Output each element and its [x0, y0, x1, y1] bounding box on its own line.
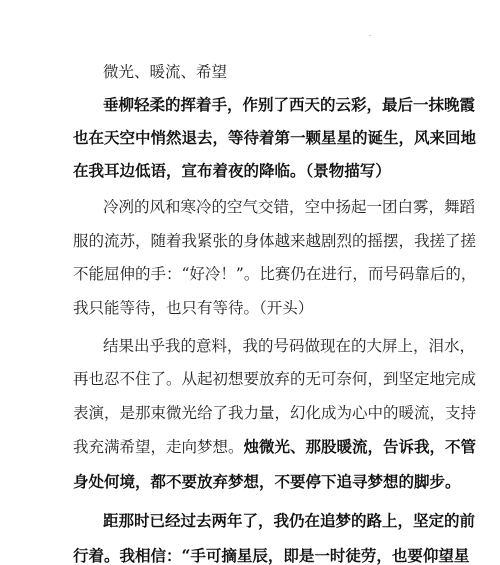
text-span: 身处何境，都不要放弃梦想，不要停下追寻梦想的脚步。: [73, 472, 461, 491]
text-span: 我只能等待，也只有等待。（开头）: [73, 299, 314, 317]
text-span: 距那时已经过去两年了，我仍在追梦的路上，坚定的前: [103, 511, 476, 530]
paragraph-3-line-1: [0, 336, 500, 356]
text-span: 结果出乎我的意料，我的号码做现在的大屏上，泪水，: [103, 337, 476, 355]
text-span: 服的流苏，随着我紧张的身体越来越剧烈的摇摆，我搓了搓: [73, 232, 477, 250]
paragraph-3-line-3: [0, 403, 500, 423]
paragraph-2-line-1: [0, 197, 500, 217]
paragraph-3-line-2: [0, 369, 500, 389]
text-span: 垂柳轻柔的挥着手，作别了西天的云彩，最后一抹晚霞: [103, 95, 476, 114]
text-span: 冷冽的风和寒冷的空气交错，空中扬起一团白雾，舞蹈: [103, 198, 476, 216]
text-span: 在我耳边低语，宣布着夜的降临。（景物描写）: [73, 161, 391, 180]
paragraph-3-line-4: [0, 437, 500, 457]
text-span: 行着。我相信：“手可摘星辰，即是一时徒劳，也要仰望星: [73, 546, 470, 565]
text-span: 不能屈伸的手：“好冷！”。比赛仍在进行，而号码靠后的，: [73, 265, 477, 283]
text-span-bold: 烛微光、那股暖流，告诉我，不管: [243, 437, 477, 456]
paragraph-1-line-2: [0, 128, 500, 148]
paragraph-1-line-1: [0, 95, 500, 115]
text-span: 我充满希望，走向梦想。: [73, 438, 244, 456]
paragraph-2-line-3: [0, 264, 500, 284]
paragraph-2-line-2: [0, 231, 500, 251]
essay-title: [0, 62, 500, 82]
paragraph-1-line-3: [0, 161, 500, 181]
paragraph-3-line-5: [0, 472, 500, 492]
text-span: 再也忍不住了。从起初想要放弃的无可奈何，到坚定地完成: [73, 370, 477, 388]
text-span: 也在天空中悄然退去，等待着第一颗星星的诞生，风来回地: [73, 128, 477, 147]
paragraph-2-line-4: [0, 298, 500, 318]
text-span: 表演，是那束微光给了我力量，幻化成为心中的暖流，支持: [73, 404, 477, 422]
page-marker: ·: [369, 33, 371, 40]
essay-title-text: 微光、暖流、希望: [103, 63, 228, 81]
paragraph-4-line-2: [0, 546, 500, 565]
paragraph-4-line-1: [0, 511, 500, 531]
